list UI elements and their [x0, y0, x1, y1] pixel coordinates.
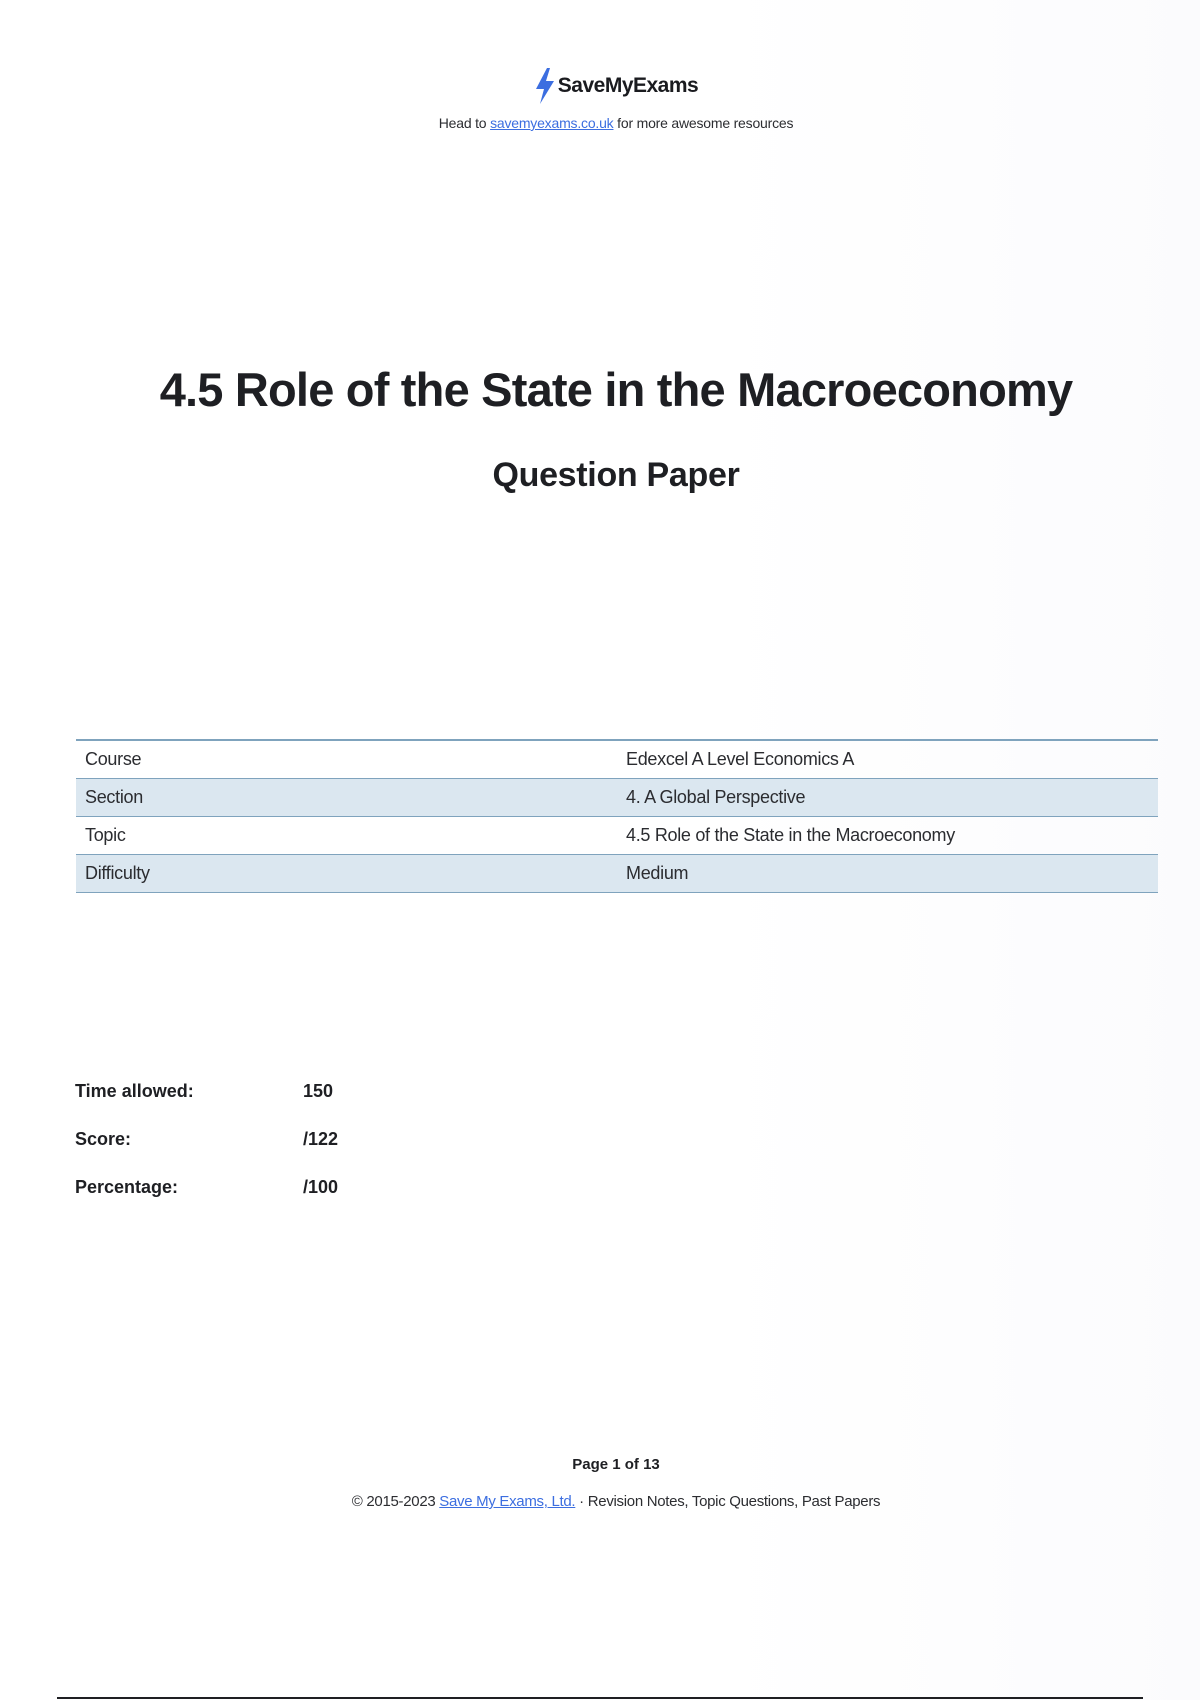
row-value: Medium: [617, 855, 1158, 893]
row-label: Section: [76, 779, 617, 817]
copyright-suffix: · Revision Notes, Topic Questions, Past Papers: [575, 1493, 881, 1510]
table-row: [76, 855, 1158, 893]
page-header: [0, 68, 1200, 131]
course-info-table: [76, 739, 1158, 893]
page-title: 4.5 Role of the State in the Macroeconomy: [159, 363, 1073, 416]
row-value: 4. A Global Perspective: [617, 779, 1158, 817]
company-link[interactable]: Save My Exams, Ltd.: [439, 1493, 576, 1510]
header-tagline: [0, 115, 1200, 131]
table-row: [76, 779, 1158, 817]
table-row: [76, 817, 1158, 855]
tagline-prefix: Head to: [438, 115, 491, 131]
page-subtitle: Question Paper: [492, 456, 740, 494]
time-allowed-label: Time allowed:: [75, 1081, 194, 1101]
time-allowed-row: [75, 1081, 338, 1129]
percentage-value: /100: [303, 1177, 339, 1197]
page-number: Page 1 of 13: [572, 1456, 660, 1473]
percentage-label: Percentage:: [75, 1177, 179, 1197]
table-row: [76, 740, 1158, 779]
score-value: /122: [303, 1129, 339, 1149]
row-label: Difficulty: [76, 855, 617, 893]
lightning-bolt-icon: [534, 68, 556, 104]
time-allowed-value: 150: [303, 1081, 334, 1101]
tagline-suffix: for more awesome resources: [613, 115, 794, 131]
brand-logo[interactable]: [534, 68, 698, 104]
row-label: Course: [76, 740, 617, 779]
website-link[interactable]: savemyexams.co.uk: [490, 115, 614, 131]
divider: [57, 1697, 1143, 1699]
copyright-line: [0, 1493, 1200, 1510]
percentage-row: [75, 1177, 338, 1225]
row-label: Topic: [76, 817, 617, 855]
row-value: Edexcel A Level Economics A: [617, 740, 1158, 779]
row-value: 4.5 Role of the State in the Macroeconomy: [617, 817, 1158, 855]
copyright-prefix: © 2015-2023: [351, 1493, 440, 1510]
score-label: Score:: [75, 1129, 132, 1149]
brand-name: SaveMyExams: [557, 74, 699, 97]
score-row: [75, 1129, 338, 1177]
exam-stats: [75, 1081, 338, 1225]
